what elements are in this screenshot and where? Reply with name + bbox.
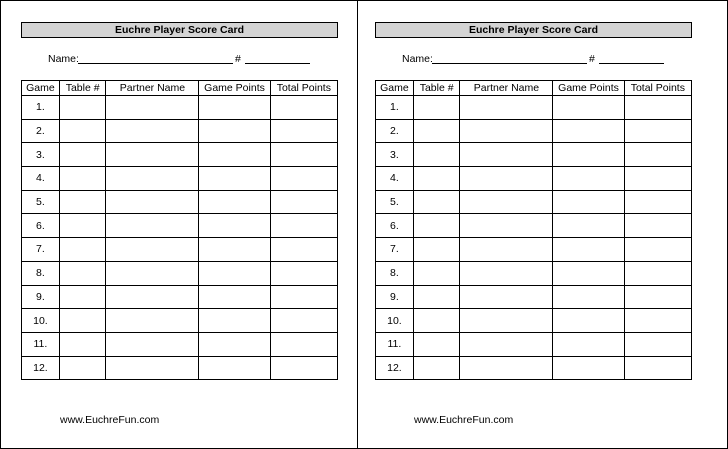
table-number-cell[interactable]: [59, 332, 106, 356]
partner-name-cell[interactable]: [106, 285, 199, 309]
game-points-cell[interactable]: [199, 119, 270, 143]
partner-name-cell[interactable]: [106, 190, 199, 214]
table-row: [22, 167, 338, 191]
game-points-cell[interactable]: [553, 332, 624, 356]
partner-name-cell[interactable]: [106, 356, 199, 380]
game-number: 9.: [376, 285, 414, 309]
table-row: [22, 190, 338, 214]
total-points-cell[interactable]: [270, 143, 337, 167]
header-row: [22, 81, 338, 96]
partner-name-cell[interactable]: [460, 309, 553, 333]
total-points-cell[interactable]: [270, 214, 337, 238]
game-number: 4.: [376, 167, 414, 191]
game-number: 8.: [22, 261, 60, 285]
partner-name-cell[interactable]: [106, 119, 199, 143]
game-number: 7.: [376, 238, 414, 262]
card-divider: [357, 0, 358, 449]
table-row: [22, 214, 338, 238]
total-points-cell[interactable]: [624, 309, 691, 333]
game-points-cell[interactable]: [553, 96, 624, 120]
partner-name-cell[interactable]: [460, 261, 553, 285]
table-number-cell[interactable]: [59, 261, 106, 285]
table-number-cell[interactable]: [59, 309, 106, 333]
total-points-cell[interactable]: [270, 96, 337, 120]
table-row: [376, 143, 692, 167]
score-card-left: [21, 0, 338, 449]
game-points-cell[interactable]: [199, 238, 270, 262]
total-points-cell[interactable]: [270, 285, 337, 309]
game-number: 2.: [376, 119, 414, 143]
table-number-cell[interactable]: [413, 143, 460, 167]
total-points-cell[interactable]: [624, 119, 691, 143]
table-row: [22, 238, 338, 262]
partner-name-cell[interactable]: [460, 356, 553, 380]
table-number-header: Table #: [413, 81, 460, 96]
game-points-cell[interactable]: [199, 285, 270, 309]
partner-name-cell[interactable]: [460, 143, 553, 167]
name-blank[interactable]: [78, 63, 233, 64]
game-points-cell[interactable]: [553, 167, 624, 191]
game-points-cell[interactable]: [553, 119, 624, 143]
game-number: 7.: [22, 238, 60, 262]
table-number-cell[interactable]: [59, 167, 106, 191]
table-number-cell[interactable]: [413, 214, 460, 238]
table-number-cell[interactable]: [413, 238, 460, 262]
game-header: Game: [22, 81, 60, 96]
game-number: 2.: [22, 119, 60, 143]
total-points-cell[interactable]: [624, 356, 691, 380]
table-row: [376, 309, 692, 333]
partner-name-cell[interactable]: [106, 309, 199, 333]
game-points-header: Game Points: [199, 81, 270, 96]
table-number-header: Table #: [59, 81, 106, 96]
footer-link[interactable]: www.EuchreFun.com: [414, 414, 514, 426]
game-number: 1.: [376, 96, 414, 120]
game-number: 10.: [376, 309, 414, 333]
total-points-cell[interactable]: [624, 167, 691, 191]
total-points-cell[interactable]: [624, 285, 691, 309]
table-row: [376, 285, 692, 309]
score-table: [375, 80, 692, 380]
partner-name-cell[interactable]: [460, 214, 553, 238]
table-number-cell[interactable]: [59, 356, 106, 380]
table-number-cell[interactable]: [59, 285, 106, 309]
table-row: [376, 167, 692, 191]
game-number: 1.: [22, 96, 60, 120]
table-number-cell[interactable]: [59, 190, 106, 214]
table-row: [22, 96, 338, 120]
total-points-cell[interactable]: [624, 238, 691, 262]
partner-name-cell[interactable]: [106, 238, 199, 262]
game-number: 12.: [22, 356, 60, 380]
table-number-cell[interactable]: [413, 96, 460, 120]
table-row: [376, 190, 692, 214]
game-number: 4.: [22, 167, 60, 191]
table-number-cell[interactable]: [413, 119, 460, 143]
number-label: #: [235, 53, 241, 65]
table-number-cell[interactable]: [413, 356, 460, 380]
partner-name-cell[interactable]: [460, 285, 553, 309]
name-line: [21, 52, 338, 66]
game-number: 12.: [376, 356, 414, 380]
game-number: 6.: [376, 214, 414, 238]
game-header: Game: [376, 81, 414, 96]
total-points-cell[interactable]: [624, 332, 691, 356]
table-row: [376, 119, 692, 143]
game-number: 10.: [22, 309, 60, 333]
table-number-cell[interactable]: [59, 214, 106, 238]
partner-name-header: Partner Name: [460, 81, 553, 96]
partner-name-cell[interactable]: [106, 332, 199, 356]
game-points-cell[interactable]: [553, 356, 624, 380]
total-points-header: Total Points: [270, 81, 337, 96]
total-points-cell[interactable]: [270, 309, 337, 333]
card-title: Euchre Player Score Card: [375, 22, 692, 38]
game-points-cell[interactable]: [553, 214, 624, 238]
number-label: #: [589, 53, 595, 65]
partner-name-cell[interactable]: [460, 119, 553, 143]
partner-name-cell[interactable]: [460, 167, 553, 191]
total-points-cell[interactable]: [624, 143, 691, 167]
table-number-cell[interactable]: [59, 119, 106, 143]
partner-name-cell[interactable]: [106, 96, 199, 120]
total-points-cell[interactable]: [624, 214, 691, 238]
table-number-cell[interactable]: [59, 143, 106, 167]
table-row: [22, 356, 338, 380]
card-title: Euchre Player Score Card: [21, 22, 338, 38]
number-blank[interactable]: [245, 63, 310, 64]
total-points-header: Total Points: [624, 81, 691, 96]
game-points-cell[interactable]: [553, 309, 624, 333]
total-points-cell[interactable]: [624, 261, 691, 285]
table-number-cell[interactable]: [413, 332, 460, 356]
game-points-cell[interactable]: [553, 190, 624, 214]
partner-name-cell[interactable]: [106, 261, 199, 285]
total-points-cell[interactable]: [624, 190, 691, 214]
partner-name-cell[interactable]: [460, 238, 553, 262]
partner-name-cell[interactable]: [106, 167, 199, 191]
table-row: [22, 119, 338, 143]
game-points-cell[interactable]: [553, 261, 624, 285]
table-row: [22, 332, 338, 356]
table-number-cell[interactable]: [413, 309, 460, 333]
game-points-cell[interactable]: [553, 238, 624, 262]
game-points-cell[interactable]: [199, 214, 270, 238]
game-points-cell[interactable]: [199, 356, 270, 380]
game-points-cell[interactable]: [199, 167, 270, 191]
table-row: [376, 261, 692, 285]
score-card-right: [375, 0, 692, 449]
total-points-cell[interactable]: [270, 356, 337, 380]
game-number: 11.: [376, 332, 414, 356]
game-number: 11.: [22, 332, 60, 356]
name-blank[interactable]: [432, 63, 587, 64]
table-row: [376, 238, 692, 262]
name-label: Name:: [48, 53, 79, 65]
game-points-cell[interactable]: [199, 143, 270, 167]
table-row: [376, 332, 692, 356]
game-number: 9.: [22, 285, 60, 309]
game-points-cell[interactable]: [199, 332, 270, 356]
table-number-cell[interactable]: [413, 190, 460, 214]
name-line: [375, 52, 692, 66]
table-number-cell[interactable]: [413, 261, 460, 285]
partner-name-cell[interactable]: [460, 190, 553, 214]
table-row: [376, 356, 692, 380]
name-label: Name:: [402, 53, 433, 65]
game-points-cell[interactable]: [199, 261, 270, 285]
game-number: 5.: [22, 190, 60, 214]
total-points-cell[interactable]: [624, 96, 691, 120]
total-points-cell[interactable]: [270, 332, 337, 356]
table-row: [22, 261, 338, 285]
game-number: 3.: [22, 143, 60, 167]
table-number-cell[interactable]: [413, 285, 460, 309]
table-number-cell[interactable]: [59, 96, 106, 120]
table-row: [22, 285, 338, 309]
game-points-cell[interactable]: [199, 96, 270, 120]
header-row: [376, 81, 692, 96]
table-number-cell[interactable]: [413, 167, 460, 191]
game-number: 6.: [22, 214, 60, 238]
game-points-header: Game Points: [553, 81, 624, 96]
game-points-cell[interactable]: [199, 309, 270, 333]
total-points-cell[interactable]: [270, 119, 337, 143]
partner-name-header: Partner Name: [106, 81, 199, 96]
partner-name-cell[interactable]: [106, 143, 199, 167]
total-points-cell[interactable]: [270, 167, 337, 191]
table-row: [22, 143, 338, 167]
game-points-cell[interactable]: [553, 285, 624, 309]
game-points-cell[interactable]: [553, 143, 624, 167]
partner-name-cell[interactable]: [460, 332, 553, 356]
table-row: [376, 214, 692, 238]
total-points-cell[interactable]: [270, 190, 337, 214]
footer-link[interactable]: www.EuchreFun.com: [60, 414, 160, 426]
partner-name-cell[interactable]: [460, 96, 553, 120]
total-points-cell[interactable]: [270, 238, 337, 262]
game-number: 3.: [376, 143, 414, 167]
game-number: 8.: [376, 261, 414, 285]
table-row: [22, 309, 338, 333]
number-blank[interactable]: [599, 63, 664, 64]
partner-name-cell[interactable]: [106, 214, 199, 238]
score-table: [21, 80, 338, 380]
game-points-cell[interactable]: [199, 190, 270, 214]
total-points-cell[interactable]: [270, 261, 337, 285]
table-row: [376, 96, 692, 120]
game-number: 5.: [376, 190, 414, 214]
table-number-cell[interactable]: [59, 238, 106, 262]
